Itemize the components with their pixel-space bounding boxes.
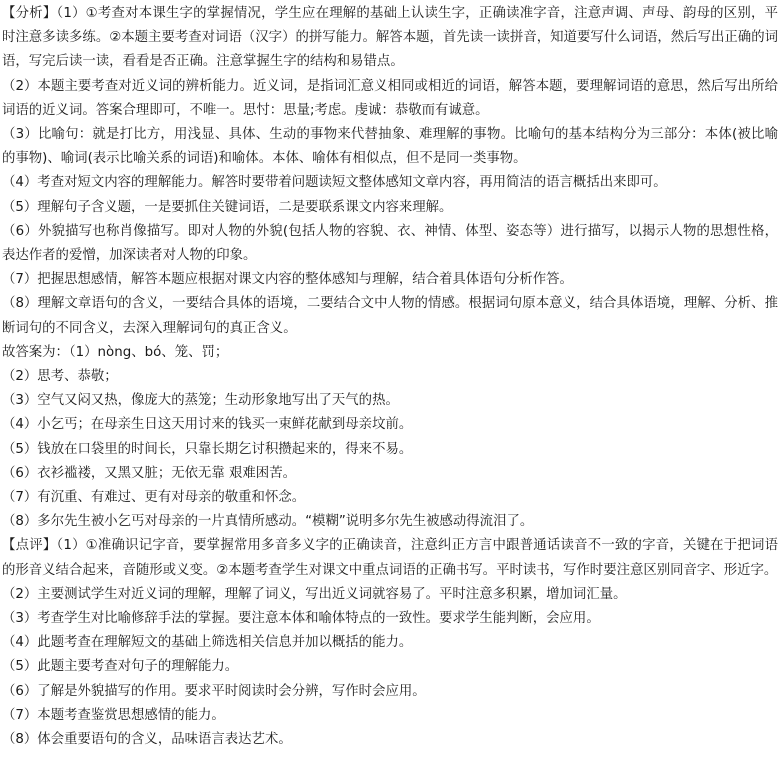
comment-part-8: （8）体会重要语句的含义，品味语言表达艺术。 [2, 732, 292, 748]
answer-part-8: （8）多尔先生被小乞丐对母亲的一片真情所感动。“模糊”说明多尔先生被感动得流泪了。 [2, 514, 534, 530]
answer-section [2, 341, 778, 535]
comment-part-3: （3）考查学生对比喻修辞手法的掌握。要注意本体和喻体特点的一致性。要求学生能判断，会应用。 [2, 611, 600, 627]
comment-part-6: （6）了解是外貌描写的作用。要求平时阅读时会分辨，写作时会应用。 [2, 683, 426, 699]
analysis-part-3: （3）比喻句：就是打比方，用浅显、具体、生动的事物来代替抽象、难理解的事物。比喻句的基本结构分为三部分：本体(被比喻的事物)、喻词(表示比喻关系的词语)和喻体。本体、喻体有相似点，但不是同一类事物。 [2, 127, 778, 167]
analysis-section [2, 2, 778, 341]
answer-part-3: （3）空气又闷又热，像庞大的蒸笼；生动形象地写出了天气的热。 [2, 393, 399, 409]
comment-part-2: （2）主要测试学生对近义词的理解，理解了词义，写出近义词就容易了。平时注意多积累，增加词汇量。 [2, 586, 627, 602]
answer-part-4: （4）小乞丐；在母亲生日这天用讨来的钱买一束鲜花献到母亲坟前。 [2, 417, 413, 433]
analysis-part-2: （2）本题主要考查对近义词的辨析能力。近义词，是指词汇意义相同或相近的词语，解答本题，要理解词语的意思，然后写出所给词语的近义词。答案合理即可，不唯一。思忖：思量;考虑。虔诚：恭敬而有诚意。 [2, 78, 778, 118]
answer-part-6: （6）衣衫褴褛，又黑又脏；无依无靠 艰难困苦。 [2, 465, 296, 481]
comment-part-1: 【点评】（1）①准确识记字音，要掌握常用多音多义字的正确读音，注意纠正方言中跟普通话读音不一致的字音，关键在于把词语的形音义结合起来，音随形或义变。②本题考查学生对课文中重点词语的正确书写。平时读书，写作时要注意区别同音字、形近字。 [2, 538, 778, 578]
analysis-part-4: （4）考查对短文内容的理解能力。解答时要带着问题读短文整体感知文章内容，再用简洁的语言概括出来即可。 [2, 175, 667, 191]
analysis-part-8: （8）理解文章语句的含义，一要结合具体的语境，二要结合文中人物的情感。根据词句原本意义，结合具体语境，理解、分析、推断词句的不同含义，去深入理解词句的真正含义。 [2, 296, 778, 336]
answer-part-5: （5）钱放在口袋里的时间长，只靠长期乞讨积攒起来的，得来不易。 [2, 441, 413, 457]
answer-part-7: （7）有沉重、有难过、更有对母亲的敬重和怀念。 [2, 490, 306, 506]
analysis-part-7: （7）把握思想感情，解答本题应根据对课文内容的整体感知与理解，结合着具体语句分析作答。 [2, 272, 573, 288]
analysis-part-5: （5）理解句子含义题，一是要抓住关键词语，二是要联系课文内容来理解。 [2, 199, 453, 215]
answer-part-1: 故答案为：（1）nòng、bó、笼、罚； [2, 344, 229, 360]
comment-part-5: （5）此题主要考查对句子的理解能力。 [2, 659, 239, 675]
analysis-part-1: 【分析】（1）①考查对本课生字的掌握情况，学生应在理解的基础上认读生字，正确读准字音，注意声调、声母、韵母的区别，平时注意多读多练。②本题主要考查对词语（汉字）的拼写能力。解答本题，首先读一读拼音，知道要写什么词语，然后写出正确的词语，写完后读一读，看看是否正确。注意掌握生字的结构和易错点。 [2, 6, 778, 70]
analysis-part-6: （6）外貌描写也称肖像描写。即对人物的外貌(包括人物的容貌、衣、神情、体型、姿态等）进行描写，以揭示人物的思想性格，表达作者的爱憎，加深读者对人物的印象。 [2, 223, 778, 264]
comment-part-7: （7）本题考查鉴赏思想感情的能力。 [2, 707, 225, 723]
answer-part-2: （2）思考、恭敬； [2, 369, 118, 385]
comment-section [2, 534, 778, 752]
comment-part-4: （4）此题考查在理解短文的基础上筛选相关信息并加以概括的能力。 [2, 635, 413, 651]
